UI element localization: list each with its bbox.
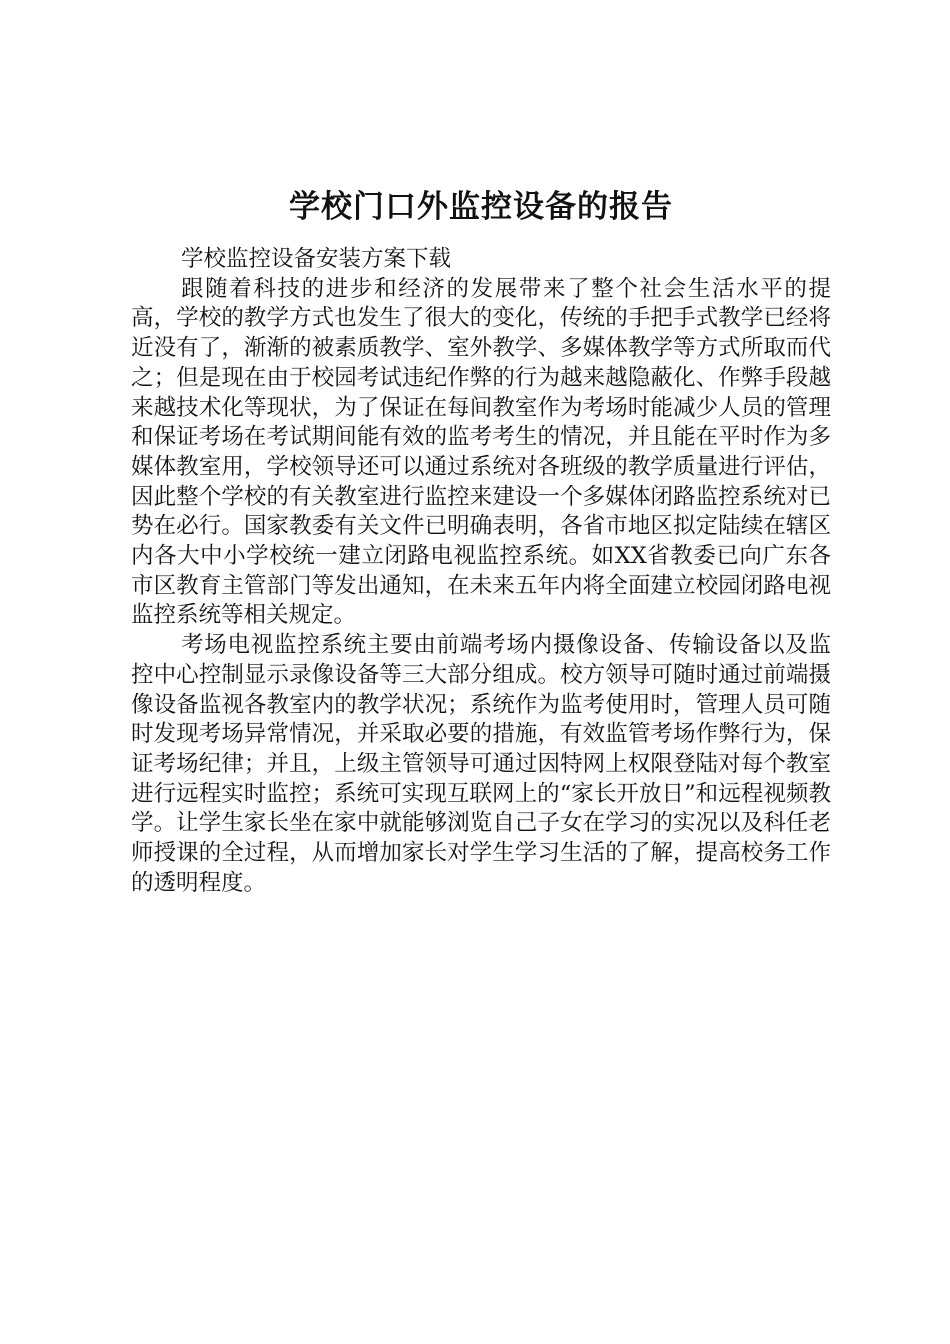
body-paragraph-2: 考场电视监控系统主要由前端考场内摄像设备、传输设备以及监控中心控制显示录像设备等三大部分组成。校方领导可随时通过前端摄像设备监视各教室内的教学状况；系统作为监考使用时，管理人员可随时发现考场异常情况，并采取必要的措施，有效监管考场作弊行为，保证考场纪律；并且，上级主管领导可通过因特网上权限登陆对每个教室进行远程实时监控；系统可实现互联网上的“家长开放日”和远程视频教学。让学生家长坐在家中就能够浏览自己子女在学习的实况以及科任老师授课的全过程，从而增加家长对学生学习生活的了解，提高校务工作的透明程度。	[131, 632, 831, 896]
document-title: 学校门口外监控设备的报告	[289, 189, 673, 225]
body-paragraph-1: 跟随着科技的进步和经济的发展带来了整个社会生活水平的提高，学校的教学方式也发生了很大的变化，传统的手把手式教学已经将近没有了，渐渐的被素质教学、室外教学、多媒体教学等方式所取而代之；但是现在由于校园考试违纪作弊的行为越来越隐蔽化、作弊手段越来越技术化等现状，为了保证在每间教室作为考场时能减少人员的管理和保证考场在考试期间能有效的监考考生的情况，并且能在平时作为多媒体教室用，学校领导还可以通过系统对各班级的教学质量进行评估，因此整个学校的有关教室进行监控来建设一个多媒体闭路监控系统对已势在必行。国家教委有关文件已明确表明，各省市地区拟定陆续在辖区内各大中小学校统一建立闭路电视监控系统。如XX省教委已向广东各市区教育主管部门等发出通知，在未来五年内将全面建立校园闭路电视监控系统等相关规定。	[131, 275, 831, 629]
subtitle-paragraph: 学校监控设备安装方案下载	[181, 246, 452, 272]
document-body	[131, 183, 831, 898]
